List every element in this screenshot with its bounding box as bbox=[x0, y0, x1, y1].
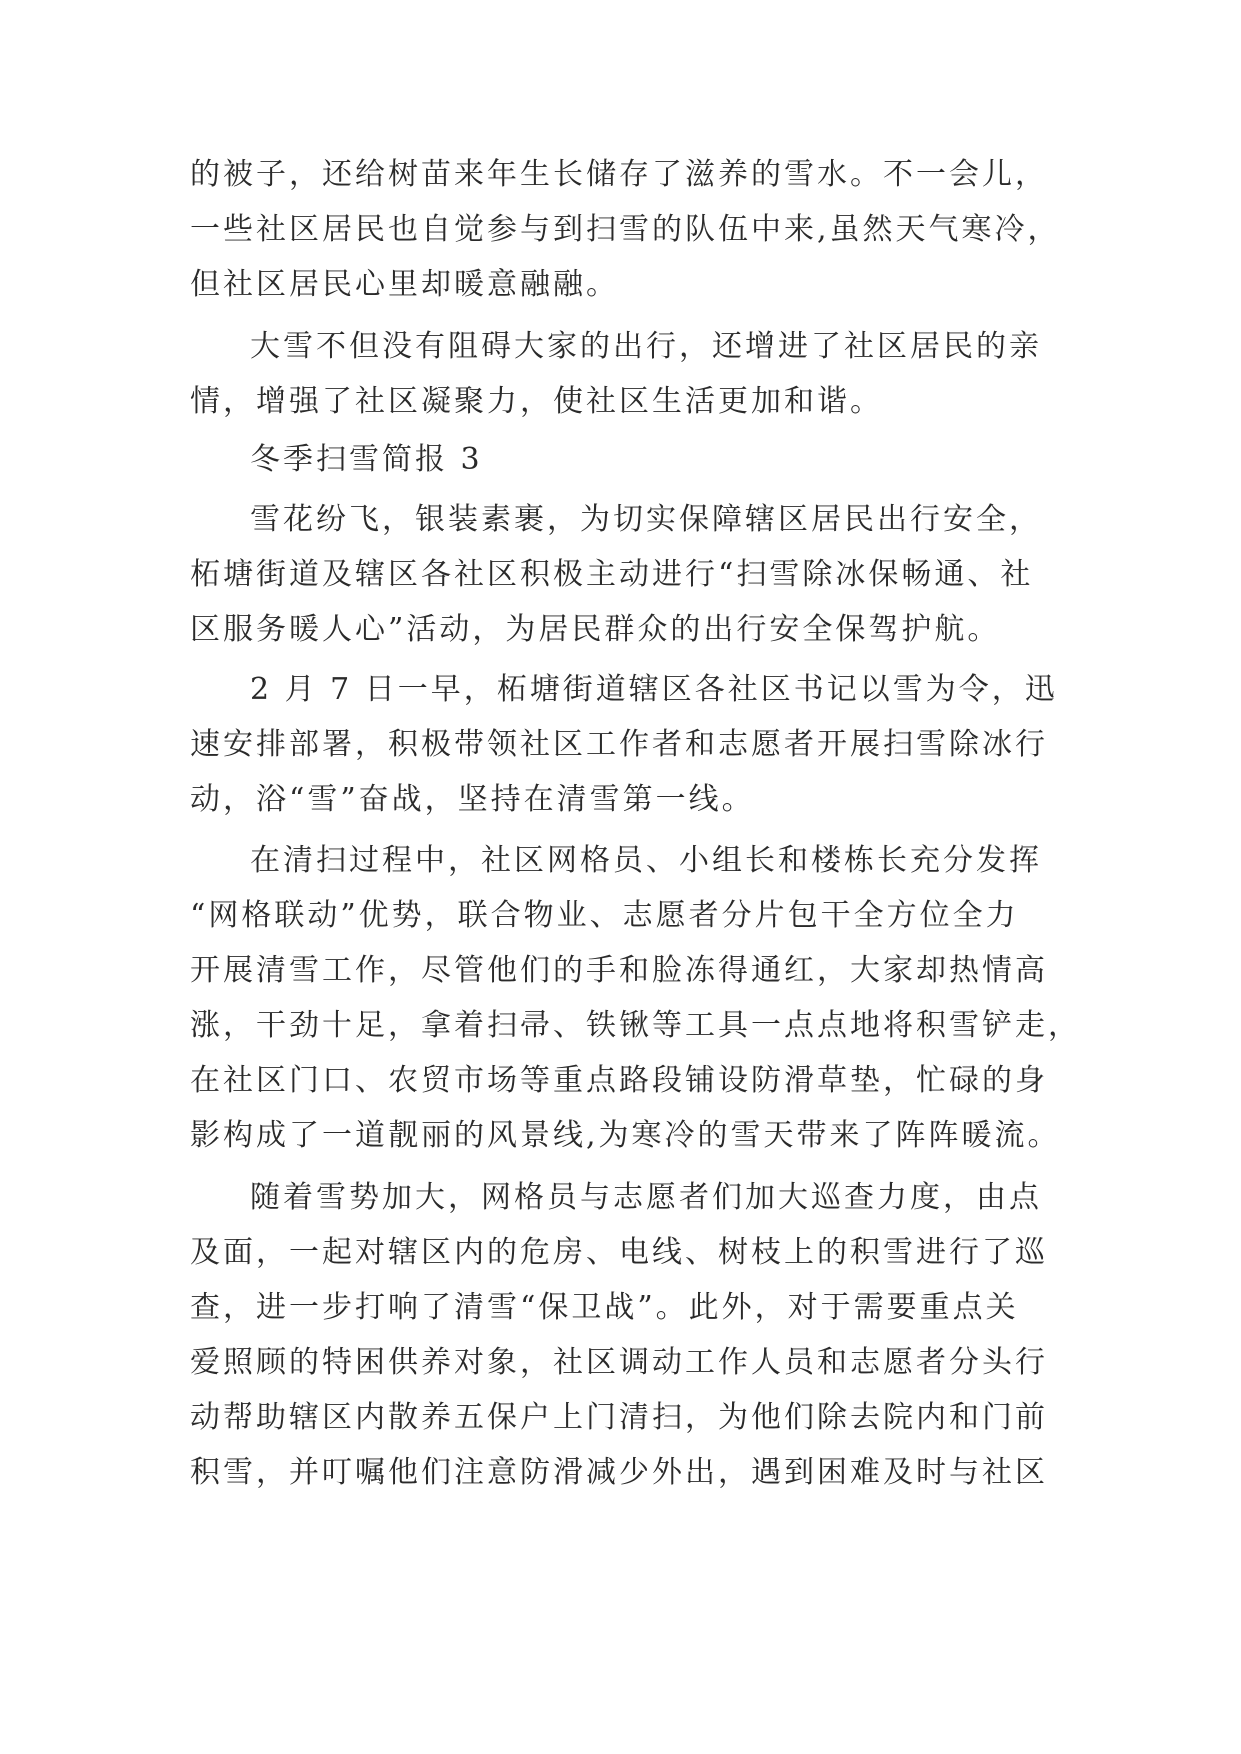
section-heading: 冬季扫雪简报 3 bbox=[250, 442, 483, 477]
text-line: 在清扫过程中，社区网格员、小组长和楼栋长充分发挥 bbox=[250, 843, 1042, 878]
text-line: 区服务暖人心”活动，为居民群众的出行安全保驾护航。 bbox=[190, 612, 1001, 647]
text-line: 积雪，并叮嘱他们注意防滑减少外出，遇到困难及时与社区 bbox=[190, 1455, 1048, 1490]
text-line: 的被子，还给树苗来年生长储存了滋养的雪水。不一会儿， bbox=[190, 157, 1048, 192]
text-line: 速安排部署，积极带领社区工作者和志愿者开展扫雪除冰行 bbox=[190, 727, 1048, 762]
text-line: 情，增强了社区凝聚力，使社区生活更加和谐。 bbox=[190, 384, 883, 419]
text-line: 2 月 7 日一早，柘塘街道辖区各社区书记以雪为令，迅 bbox=[250, 672, 1058, 707]
text-line: 一些社区居民也自觉参与到扫雪的队伍中来,虽然天气寒冷， bbox=[190, 212, 1061, 247]
text-line: 柘塘街道及辖区各社区积极主动进行“扫雪除冰保畅通、社 bbox=[190, 557, 1034, 592]
text-line: “网格联动”优势，联合物业、志愿者分片包干全方位全力 bbox=[190, 898, 1019, 933]
text-line: 涨，干劲十足，拿着扫帚、铁锹等工具一点点地将积雪铲走， bbox=[190, 1008, 1081, 1043]
text-line: 爱照顾的特困供养对象，社区调动工作人员和志愿者分头行 bbox=[190, 1345, 1048, 1380]
text-line: 但社区居民心里却暖意融融。 bbox=[190, 267, 619, 302]
text-line: 在社区门口、农贸市场等重点路段铺设防滑草垫，忙碌的身 bbox=[190, 1063, 1048, 1098]
text-line: 随着雪势加大，网格员与志愿者们加大巡查力度，由点 bbox=[250, 1180, 1042, 1215]
text-line: 及面，一起对辖区内的危房、电线、树枝上的积雪进行了巡 bbox=[190, 1235, 1048, 1270]
text-line: 大雪不但没有阻碍大家的出行，还增进了社区居民的亲 bbox=[250, 329, 1042, 364]
text-line: 开展清雪工作，尽管他们的手和脸冻得通红，大家却热情高 bbox=[190, 953, 1048, 988]
text-line: 动帮助辖区内散养五保户上门清扫，为他们除去院内和门前 bbox=[190, 1400, 1048, 1435]
text-line: 动，浴“雪”奋战，坚持在清雪第一线。 bbox=[190, 782, 755, 817]
text-line: 雪花纷飞，银装素裹，为切实保障辖区居民出行安全， bbox=[250, 502, 1042, 537]
text-line: 影构成了一道靓丽的风景线,为寒冷的雪天带来了阵阵暖流。 bbox=[190, 1118, 1061, 1153]
text-line: 查，进一步打响了清雪“保卫战”。此外，对于需要重点关 bbox=[190, 1290, 1019, 1325]
